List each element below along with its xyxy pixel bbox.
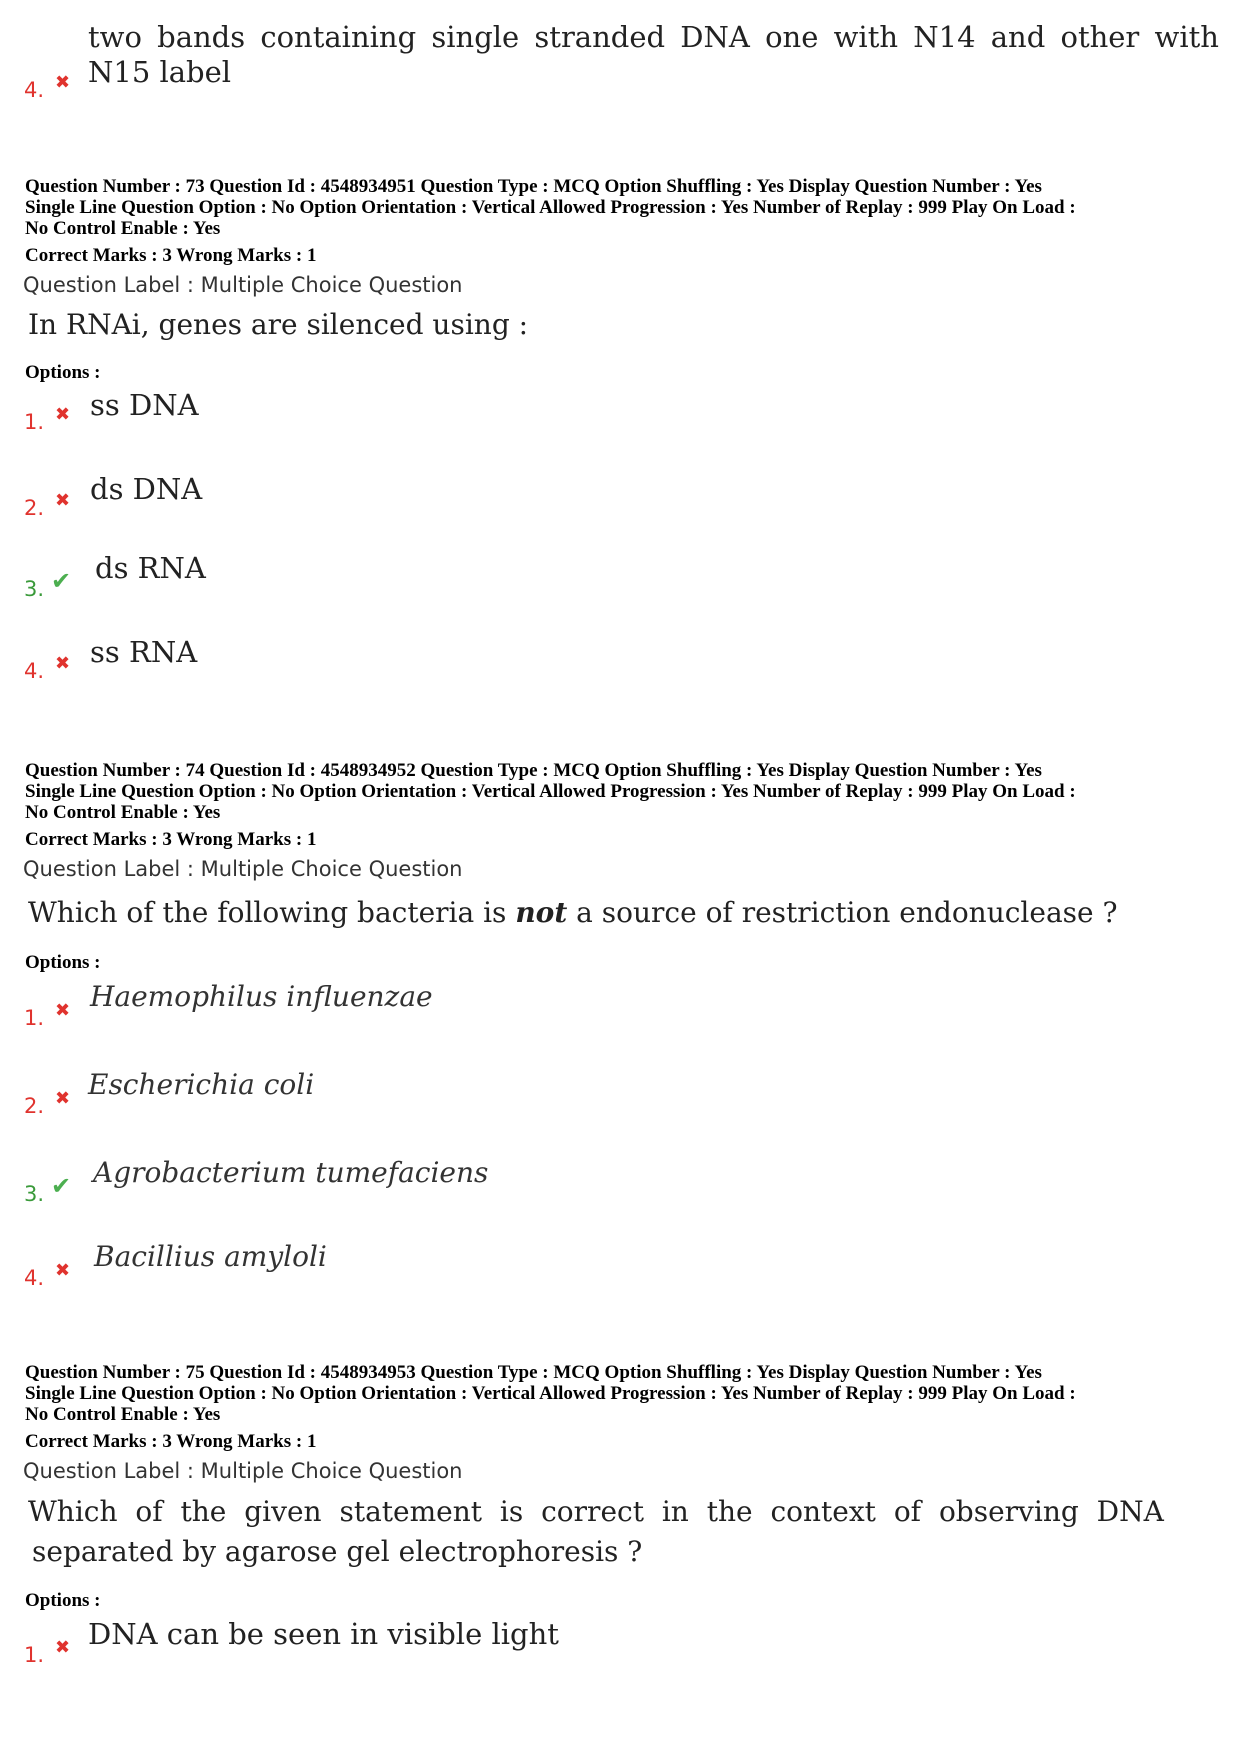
cross-icon: ✖ — [55, 1088, 71, 1109]
question-text: In RNAi, genes are silenced using : — [28, 308, 529, 341]
options-heading: Options : — [25, 952, 101, 973]
marks-info: Correct Marks : 3 Wrong Marks : 1 — [25, 829, 317, 850]
option-number: 1. — [24, 1643, 45, 1667]
option-text-continued: N15 label — [88, 55, 232, 89]
option-text: Agrobacterium tumefaciens — [93, 1156, 489, 1189]
question-text — [28, 896, 1118, 929]
option-number: 4. — [24, 659, 45, 683]
cross-icon: ✖ — [55, 404, 71, 425]
cross-icon: ✖ — [55, 1000, 71, 1021]
cross-icon: ✖ — [55, 1637, 71, 1658]
metadata-line: Question Number : 73 Question Id : 4548934951 Question Type : MCQ Option Shuffling : Yes Display Question Number : Yes — [25, 176, 1042, 197]
cross-icon: ✖ — [55, 653, 71, 674]
options-heading: Options : — [25, 1590, 101, 1611]
question-label: Question Label : Multiple Choice Question — [23, 1459, 463, 1483]
metadata-line: Question Number : 74 Question Id : 4548934952 Question Type : MCQ Option Shuffling : Yes Display Question Number : Yes — [25, 760, 1042, 781]
option-text: Bacillius amyloli — [94, 1240, 327, 1273]
option-number: 3. — [24, 577, 45, 601]
metadata-line: No Control Enable : Yes — [25, 1404, 221, 1425]
question-metadata — [25, 760, 1225, 823]
option-number: 4. — [24, 78, 45, 102]
option-text: DNA can be seen in visible light — [88, 1617, 559, 1651]
check-icon: ✔ — [51, 567, 72, 595]
cross-icon: ✖ — [55, 1260, 71, 1281]
question-metadata — [25, 1362, 1225, 1425]
option-number: 2. — [24, 496, 45, 520]
check-icon: ✔ — [51, 1172, 72, 1200]
metadata-line: No Control Enable : Yes — [25, 218, 221, 239]
option-text: ds DNA — [90, 472, 203, 506]
metadata-line: Single Line Question Option : No Option Orientation : Vertical Allowed Progression : Yes Number of Replay : 999 Play On Load : — [25, 781, 1076, 802]
cross-icon: ✖ — [55, 490, 71, 511]
metadata-line: Single Line Question Option : No Option Orientation : Vertical Allowed Progression : Yes Number of Replay : 999 Play On Load : — [25, 1383, 1076, 1404]
option-text: Haemophilus influenzae — [90, 980, 433, 1013]
option-number: 4. — [24, 1266, 45, 1290]
option-text: ds RNA — [95, 551, 206, 585]
option-number: 1. — [24, 410, 45, 434]
option-number: 1. — [24, 1006, 45, 1030]
option-text: ss RNA — [90, 635, 198, 669]
question-text-continued: separated by agarose gel electrophoresis ? — [32, 1535, 643, 1568]
options-heading: Options : — [25, 362, 101, 383]
question-text-emphasis: not — [515, 896, 568, 929]
option-text: Escherichia coli — [88, 1068, 315, 1101]
question-text-part: a source of restriction endonuclease ? — [567, 896, 1118, 929]
marks-info: Correct Marks : 3 Wrong Marks : 1 — [25, 1431, 317, 1452]
marks-info: Correct Marks : 3 Wrong Marks : 1 — [25, 245, 317, 266]
question-label: Question Label : Multiple Choice Question — [23, 857, 463, 881]
metadata-line: Question Number : 75 Question Id : 4548934953 Question Type : MCQ Option Shuffling : Yes Display Question Number : Yes — [25, 1362, 1042, 1383]
question-label: Question Label : Multiple Choice Question — [23, 273, 463, 297]
option-text: ss DNA — [90, 388, 199, 422]
cross-icon: ✖ — [55, 72, 71, 93]
option-number: 3. — [24, 1182, 45, 1206]
metadata-line: No Control Enable : Yes — [25, 802, 221, 823]
question-metadata — [25, 176, 1225, 239]
question-text-part: Which of the following bacteria is — [28, 896, 516, 929]
metadata-line: Single Line Question Option : No Option Orientation : Vertical Allowed Progression : Yes Number of Replay : 999 Play On Load : — [25, 197, 1076, 218]
question-text: Which of the given statement is correct in the context of observing DNA — [28, 1495, 1164, 1528]
option-number: 2. — [24, 1094, 45, 1118]
option-text: two bands containing single stranded DNA one with N14 and other with — [88, 20, 1219, 54]
